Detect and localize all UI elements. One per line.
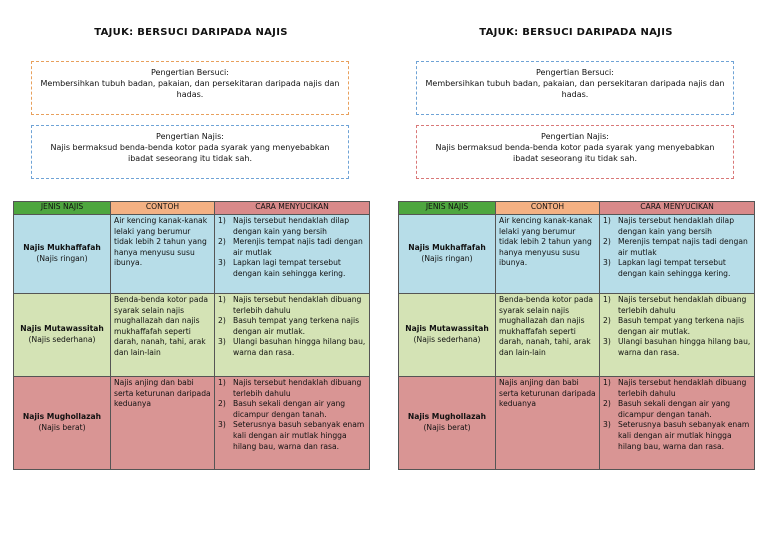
najis-heading: Pengertian Najis: xyxy=(541,132,609,141)
jenis-sub: (Najis ringan) xyxy=(36,254,88,263)
jenis-cell xyxy=(399,215,496,294)
contoh-cell: Najis anjing dan babi serta keturunan daripada keduanya xyxy=(496,377,600,470)
jenis-sub: (Najis sederhana) xyxy=(28,335,96,344)
najis-text: Najis bermaksud benda-benda kotor pada syarak yang menyebabkan ibadat seseorang itu tidak sah. xyxy=(50,143,330,163)
step-item: 1) Najis tersebut hendaklah dibuang terlebih dahulu xyxy=(218,378,362,398)
jenis-sub: (Najis berat) xyxy=(38,423,86,432)
step-item: 3) Seterusnya basuh sebanyak enam kali dengan air mutlak hingga hilang bau, warna dan rasa. xyxy=(603,420,750,451)
cara-cell xyxy=(600,377,755,470)
step-item: 1) Najis tersebut hendaklah dilap dengan kain yang bersih xyxy=(218,216,350,236)
step-text: Merenjis tempat najis tadi dengan air mutlak xyxy=(233,237,363,257)
table-row xyxy=(14,377,370,470)
step-item: 3) Ulangi basuhan hingga hilang bau, warna dan rasa. xyxy=(603,337,751,357)
step-text: Najis tersebut hendaklah dibuang terlebih dahulu xyxy=(233,378,362,398)
step-item: 2) Merenjis tempat najis tadi dengan air mutlak xyxy=(603,237,748,257)
bersuci-text: Membersihkan tubuh badan, pakaian, dan persekitaran daripada najis dan hadas. xyxy=(40,79,340,99)
jenis-name: Najis Mukhaffafah xyxy=(408,243,486,253)
step-item: 1) Najis tersebut hendaklah dibuang terlebih dahulu xyxy=(218,295,362,315)
jenis-cell xyxy=(14,215,111,294)
step-item: 1) Najis tersebut hendaklah dilap dengan kain yang bersih xyxy=(603,216,735,236)
step-item: 2) Merenjis tempat najis tadi dengan air mutlak xyxy=(218,237,363,257)
step-text: Najis tersebut hendaklah dilap dengan kain yang bersih xyxy=(233,216,350,236)
header-cara: CARA MENYUCIKAN xyxy=(215,202,370,215)
jenis-sub: (Najis sederhana) xyxy=(413,335,481,344)
step-text: Najis tersebut hendaklah dilap dengan kain yang bersih xyxy=(618,216,735,236)
jenis-sub: (Najis berat) xyxy=(423,423,471,432)
step-item: 2) Basuh sekali dengan air yang dicampur dengan tanah. xyxy=(218,399,346,419)
cara-cell xyxy=(215,377,370,470)
step-item: 3) Lapkan lagi tempat tersebut dengan kain sehingga kering. xyxy=(603,258,731,278)
step-item: 3) Seterusnya basuh sebanyak enam kali dengan air mutlak hingga hilang bau, warna dan rasa. xyxy=(218,420,365,451)
jenis-name: Najis Mutawassitah xyxy=(405,324,489,334)
jenis-cell xyxy=(14,294,111,377)
najis-definition-box xyxy=(31,125,349,179)
step-item: 1) Najis tersebut hendaklah dibuang terlebih dahulu xyxy=(603,295,747,315)
table-row xyxy=(14,294,370,377)
step-text: Ulangi basuhan hingga hilang bau, warna dan rasa. xyxy=(618,337,751,357)
bersuci-heading: Pengertian Bersuci: xyxy=(536,68,614,77)
jenis-name: Najis Mukhaffafah xyxy=(23,243,101,253)
jenis-cell xyxy=(14,377,111,470)
cara-cell xyxy=(215,215,370,294)
header-contoh: CONTOH xyxy=(496,202,600,215)
table-row xyxy=(399,377,755,470)
header-jenis: JENIS NAJIS xyxy=(14,202,111,215)
header-jenis: JENIS NAJIS xyxy=(399,202,496,215)
step-item: 3) Ulangi basuhan hingga hilang bau, warna dan rasa. xyxy=(218,337,366,357)
najis-text: Najis bermaksud benda-benda kotor pada syarak yang menyebabkan ibadat seseorang itu tidak sah. xyxy=(435,143,715,163)
jenis-cell xyxy=(399,294,496,377)
najis-heading: Pengertian Najis: xyxy=(156,132,224,141)
step-text: Merenjis tempat najis tadi dengan air mutlak xyxy=(618,237,748,257)
jenis-sub: (Najis ringan) xyxy=(421,254,473,263)
jenis-name: Najis Mughollazah xyxy=(407,412,487,422)
cara-cell xyxy=(600,294,755,377)
najis-definition-box xyxy=(416,125,734,179)
contoh-cell: Benda-benda kotor pada syarak selain najis mughallazah dan najis mukhaffafah seperti darah, nanah, tahi, arak dan lain-lain xyxy=(496,294,600,377)
jenis-cell xyxy=(399,377,496,470)
table-row xyxy=(399,215,755,294)
step-item: 2) Basuh tempat yang terkena najis dengan air mutlak. xyxy=(218,316,360,336)
step-text: Basuh tempat yang terkena najis dengan air mutlak. xyxy=(618,316,745,336)
jenis-name: Najis Mutawassitah xyxy=(20,324,104,334)
table-row xyxy=(399,294,755,377)
table-header-row xyxy=(399,202,755,215)
najis-table xyxy=(398,201,755,470)
step-item: 3) Lapkan lagi tempat tersebut dengan kain sehingga kering. xyxy=(218,258,346,278)
table-row xyxy=(14,215,370,294)
page-title: TAJUK: BERSUCI DARIPADA NAJIS xyxy=(94,27,288,38)
page-title: TAJUK: BERSUCI DARIPADA NAJIS xyxy=(479,27,673,38)
contoh-cell: Najis anjing dan babi serta keturunan daripada keduanya xyxy=(111,377,215,470)
table-header-row xyxy=(14,202,370,215)
step-text: Najis tersebut hendaklah dibuang terlebih dahulu xyxy=(618,295,747,315)
step-item: 1) Najis tersebut hendaklah dibuang terlebih dahulu xyxy=(603,378,747,398)
step-text: Najis tersebut hendaklah dibuang terlebih dahulu xyxy=(618,378,747,398)
step-text: Basuh sekali dengan air yang dicampur dengan tanah. xyxy=(233,399,346,419)
cara-cell xyxy=(215,294,370,377)
step-text: Basuh tempat yang terkena najis dengan air mutlak. xyxy=(233,316,360,336)
step-text: Najis tersebut hendaklah dibuang terlebih dahulu xyxy=(233,295,362,315)
jenis-name: Najis Mughollazah xyxy=(22,412,102,422)
bersuci-definition-box xyxy=(416,61,734,115)
najis-table xyxy=(13,201,370,470)
contoh-cell: Benda-benda kotor pada syarak selain najis mughallazah dan najis mukhaffafah seperti darah, nanah, tahi, arak dan lain-lain xyxy=(111,294,215,377)
header-cara: CARA MENYUCIKAN xyxy=(600,202,755,215)
worksheet-panel-left xyxy=(13,0,369,543)
contoh-cell: Air kencing kanak-kanak lelaki yang berumur tidak lebih 2 tahun yang hanya menyusu susu ibunya. xyxy=(111,215,215,294)
step-item: 2) Basuh sekali dengan air yang dicampur dengan tanah. xyxy=(603,399,731,419)
step-text: Seterusnya basuh sebanyak enam kali dengan air mutlak hingga hilang bau, warna dan rasa. xyxy=(618,420,750,451)
step-text: Seterusnya basuh sebanyak enam kali dengan air mutlak hingga hilang bau, warna dan rasa. xyxy=(233,420,365,451)
header-contoh: CONTOH xyxy=(111,202,215,215)
step-text: Lapkan lagi tempat tersebut dengan kain sehingga kering. xyxy=(618,258,731,278)
step-text: Lapkan lagi tempat tersebut dengan kain sehingga kering. xyxy=(233,258,346,278)
cara-cell xyxy=(600,215,755,294)
bersuci-heading: Pengertian Bersuci: xyxy=(151,68,229,77)
worksheet-panel-right xyxy=(398,0,754,543)
step-text: Ulangi basuhan hingga hilang bau, warna dan rasa. xyxy=(233,337,366,357)
step-item: 2) Basuh tempat yang terkena najis dengan air mutlak. xyxy=(603,316,745,336)
contoh-cell: Air kencing kanak-kanak lelaki yang berumur tidak lebih 2 tahun yang hanya menyusu susu ibunya. xyxy=(496,215,600,294)
step-text: Basuh sekali dengan air yang dicampur dengan tanah. xyxy=(618,399,731,419)
bersuci-definition-box xyxy=(31,61,349,115)
bersuci-text: Membersihkan tubuh badan, pakaian, dan persekitaran daripada najis dan hadas. xyxy=(425,79,725,99)
